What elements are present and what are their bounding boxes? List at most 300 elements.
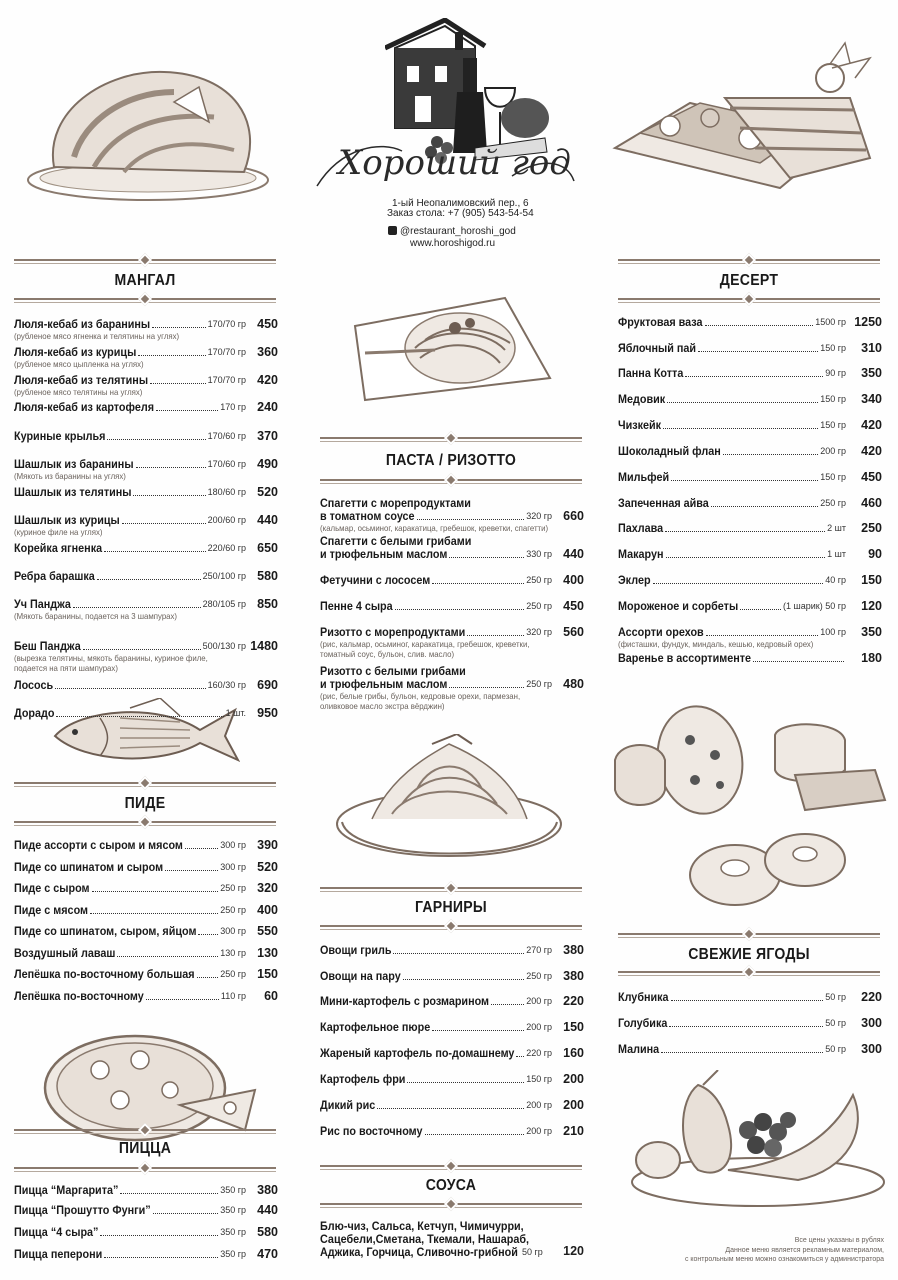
dot-leader xyxy=(667,402,818,403)
menu-item-weight: 1500 гр xyxy=(815,317,846,327)
menu-item-price: 450 xyxy=(257,317,278,331)
menu-item-weight: 150 гр xyxy=(820,394,846,404)
dot-leader xyxy=(146,999,219,1000)
menu-item-name: Беш Панджа xyxy=(14,639,81,653)
dot-leader xyxy=(449,557,524,558)
menu-item-name: Голубика xyxy=(618,1016,668,1030)
menu-item xyxy=(14,1247,278,1263)
menu-item-weight: 220/60 гр xyxy=(207,543,246,553)
menu-item-weight: 300 гр xyxy=(220,862,246,872)
menu-item-name-cont: и трюфельным маслом xyxy=(320,677,448,691)
website[interactable]: www.horoshigod.ru xyxy=(410,238,496,249)
menu-item-name: Малина xyxy=(618,1042,660,1056)
menu-item-weight: 350 гр xyxy=(220,1205,246,1215)
section-title-pasta: ПАСТА / РИЗОТТО xyxy=(385,452,517,469)
menu-item-weight: 170/60 гр xyxy=(207,459,246,469)
dot-leader xyxy=(122,523,206,524)
menu-item-weight: 200 гр xyxy=(526,1126,552,1136)
dot-leader xyxy=(83,649,201,650)
menu-item xyxy=(618,1016,882,1032)
dot-leader xyxy=(185,848,218,849)
bread-illustration xyxy=(24,62,272,204)
menu-item xyxy=(618,521,882,537)
menu-item-description: томатный соус, бульон, слив. масло) xyxy=(320,649,455,659)
menu-item-description: (Мякоть из баранины на углях) xyxy=(14,471,126,481)
menu-item-price: 390 xyxy=(257,838,278,852)
menu-item xyxy=(320,969,584,985)
menu-item-price: 850 xyxy=(257,597,278,611)
footer-note-1: Все цены указаны в рублях xyxy=(794,1237,884,1244)
menu-item-name: Медовик xyxy=(618,392,666,406)
dot-leader xyxy=(393,953,524,954)
dot-leader xyxy=(90,913,218,914)
divider xyxy=(618,293,880,305)
menu-item xyxy=(618,573,882,589)
menu-item-weight: 250 гр xyxy=(220,883,246,893)
sauces-line-3: Аджика, Горчица, Сливочно-грибной xyxy=(320,1245,518,1259)
menu-item-price: 90 xyxy=(868,547,882,561)
menu-item-weight: 170 гр xyxy=(220,402,246,412)
dot-leader xyxy=(705,325,814,326)
divider xyxy=(320,432,582,444)
menu-item-price: 180 xyxy=(861,651,882,665)
dot-leader xyxy=(669,1026,823,1027)
menu-item-price: 440 xyxy=(257,1203,278,1217)
fruit-bowl-illustration xyxy=(628,1070,890,1210)
menu-item xyxy=(320,1072,584,1088)
menu-item-weight: 200 гр xyxy=(820,446,846,456)
menu-item-description: (фисташки, фундук, миндаль, кешью, кедровый орех) xyxy=(618,639,814,649)
menu-item xyxy=(14,1183,278,1199)
menu-item xyxy=(618,651,882,667)
pastries-illustration xyxy=(610,700,895,920)
menu-item xyxy=(320,1098,584,1114)
menu-item xyxy=(320,1046,584,1062)
menu-item-price: 550 xyxy=(257,924,278,938)
dot-leader xyxy=(120,1193,218,1194)
menu-item-price: 580 xyxy=(257,569,278,583)
dot-leader xyxy=(395,609,525,610)
dot-leader xyxy=(55,688,206,689)
logo-swash xyxy=(312,136,582,196)
dot-leader xyxy=(153,1213,219,1214)
menu-item-price: 160 xyxy=(563,1046,584,1060)
menu-item-name: Фруктовая ваза xyxy=(618,315,703,329)
dot-leader xyxy=(516,1056,524,1057)
menu-item-weight: 320 гр xyxy=(526,511,552,521)
menu-item xyxy=(618,392,882,408)
menu-item-price: 130 xyxy=(257,946,278,960)
menu-item-name: Овощи гриль xyxy=(320,943,392,957)
menu-item-description: (куриное филе на углях) xyxy=(14,527,103,537)
menu-item-price: 300 xyxy=(861,1042,882,1056)
dot-leader xyxy=(425,1134,525,1135)
menu-item-price: 220 xyxy=(861,990,882,1004)
menu-item-price: 490 xyxy=(257,457,278,471)
divider xyxy=(14,1124,276,1136)
dot-leader xyxy=(150,383,206,384)
menu-item-name-cont: и трюфельным маслом xyxy=(320,547,448,561)
divider xyxy=(14,816,276,828)
menu-item-name: Эклер xyxy=(618,573,651,587)
menu-item-weight: 150 гр xyxy=(526,1074,552,1084)
menu-item-price: 300 xyxy=(861,1016,882,1030)
menu-item-name: Жареный картофель по-домашнему xyxy=(320,1046,515,1060)
menu-item-weight: 150 гр xyxy=(820,420,846,430)
menu-item-weight: 170/70 гр xyxy=(207,347,246,357)
dot-leader xyxy=(73,607,201,608)
dot-leader xyxy=(417,519,525,520)
menu-item-price: 150 xyxy=(257,967,278,981)
dot-leader xyxy=(92,891,219,892)
menu-item-name: Пицца “4 сыра” xyxy=(14,1225,99,1239)
menu-item-name: Панна Котта xyxy=(618,366,684,380)
menu-item-name: Пенне 4 сыра xyxy=(320,599,393,613)
menu-item-weight: 350 гр xyxy=(220,1185,246,1195)
menu-item-description: (рис, кальмар, осьминог, каракатица, гребешок, креветки, xyxy=(320,639,530,649)
menu-item-weight: 250 гр xyxy=(820,498,846,508)
menu-item-name: Пиде со шпинатом и сыром xyxy=(14,860,164,874)
menu-item-price: 380 xyxy=(563,943,584,957)
menu-item-weight: 160/30 гр xyxy=(207,680,246,690)
sauces-price: 120 xyxy=(563,1244,584,1258)
sauces-line-1: Блю-чиз, Сальса, Кетчуп, Чимичурри, xyxy=(320,1219,524,1233)
menu-item-name: Макарун xyxy=(618,547,664,561)
menu-item-weight: 50 гр xyxy=(825,1018,846,1028)
menu-item-name: Яблочный пай xyxy=(618,341,697,355)
menu-item-weight: (1 шарик) 50 гр xyxy=(783,601,846,611)
menu-item-weight: 1 шт. xyxy=(225,708,246,718)
menu-item-name: Ассорти орехов xyxy=(618,625,704,639)
section-title-sauces: СОУСА xyxy=(425,1177,477,1194)
menu-item-name: Люля-кебаб из баранины xyxy=(14,317,151,331)
menu-item-name: Картофель фри xyxy=(320,1072,406,1086)
menu-item-price: 240 xyxy=(257,400,278,414)
dot-leader xyxy=(104,1257,218,1258)
menu-item-weight: 220 гр xyxy=(526,1048,552,1058)
menu-item-weight: 40 гр xyxy=(825,575,846,585)
divider xyxy=(14,293,276,305)
menu-item-weight: 300 гр xyxy=(220,840,246,850)
menu-item-price: 350 xyxy=(861,625,882,639)
menu-item xyxy=(618,496,882,512)
menu-item-price: 60 xyxy=(264,989,278,1003)
menu-item-description: (рис, белые грибы, бульон, кедровые орехи, пармезан, xyxy=(320,691,521,701)
menu-item-price: 440 xyxy=(257,513,278,527)
pasta-plate-illustration xyxy=(345,288,555,413)
menu-item-weight: 170/60 гр xyxy=(207,431,246,441)
dot-leader xyxy=(661,1052,823,1053)
menu-item-weight: 280/105 гр xyxy=(202,599,246,609)
menu-item-price: 150 xyxy=(563,1020,584,1034)
menu-item xyxy=(14,678,278,694)
menu-item-name: Пицца “Прошутто Фунги” xyxy=(14,1203,151,1217)
divider xyxy=(320,882,582,894)
menu-item-price: 950 xyxy=(257,706,278,720)
menu-item-name: Воздушный лаваш xyxy=(14,946,116,960)
menu-item-weight: 50 гр xyxy=(825,992,846,1002)
menu-item-description: (кальмар, осьминог, каракатица, гребешок, креветки, спагетти) xyxy=(320,523,549,533)
dot-leader xyxy=(107,439,205,440)
menu-item-price: 520 xyxy=(257,485,278,499)
menu-item xyxy=(14,1225,278,1241)
menu-item-price: 460 xyxy=(861,496,882,510)
menu-item-price: 310 xyxy=(861,341,882,355)
dot-leader xyxy=(403,979,524,980)
menu-item-price: 210 xyxy=(563,1124,584,1138)
menu-item-weight: 2 шт xyxy=(827,523,846,533)
menu-item-price: 450 xyxy=(861,470,882,484)
cake-illustration xyxy=(610,38,898,213)
menu-item-price: 370 xyxy=(257,429,278,443)
menu-item-name: Ризотто с белыми грибами xyxy=(320,664,466,678)
menu-item-weight: 90 гр xyxy=(825,368,846,378)
menu-item-weight: 150 гр xyxy=(820,343,846,353)
menu-item-name: Спагетти с белыми грибами xyxy=(320,534,472,548)
menu-item-description: (рубленое мясо цыпленка на углях) xyxy=(14,359,144,369)
divider xyxy=(618,928,880,940)
menu-item-price: 1250 xyxy=(854,315,882,329)
menu-item-name: Мороженое и сорбеты xyxy=(618,599,739,613)
menu-item-price: 400 xyxy=(563,573,584,587)
menu-item-price: 690 xyxy=(257,678,278,692)
menu-item-name: Варенье в ассортименте xyxy=(618,651,752,665)
menu-item-name: Пиде со шпинатом, сыром, яйцом xyxy=(14,924,197,938)
section-title-berries: СВЕЖИЕ ЯГОДЫ xyxy=(688,946,810,963)
dot-leader xyxy=(117,956,218,957)
menu-item xyxy=(618,366,882,382)
menu-item xyxy=(320,1020,584,1036)
menu-item-price: 220 xyxy=(563,994,584,1008)
menu-item xyxy=(14,967,278,983)
section-title-mangal: МАНГАЛ xyxy=(114,272,176,289)
menu-item-weight: 270 гр xyxy=(526,945,552,955)
menu-item-name: Пиде с мясом xyxy=(14,903,89,917)
menu-item xyxy=(618,470,882,486)
footer-note-2: Данное меню является рекламным материалом, xyxy=(725,1247,884,1254)
menu-item-price: 200 xyxy=(563,1098,584,1112)
address: 1-ый Неопалимовский пер., 6 xyxy=(392,198,529,209)
menu-item-price: 520 xyxy=(257,860,278,874)
section-title-dessert: ДЕСЕРТ xyxy=(719,272,779,289)
menu-item xyxy=(320,599,584,615)
menu-item-name: Пиде с сыром xyxy=(14,881,90,895)
dot-leader xyxy=(449,687,524,688)
dot-leader xyxy=(698,351,818,352)
menu-item xyxy=(14,946,278,962)
menu-item xyxy=(618,341,882,357)
divider xyxy=(14,254,276,266)
menu-item xyxy=(618,418,882,434)
menu-item-weight: 180/60 гр xyxy=(207,487,246,497)
divider xyxy=(320,1160,582,1172)
menu-item-name: Мильфей xyxy=(618,470,670,484)
divider xyxy=(618,966,880,978)
menu-item-weight: 150 гр xyxy=(820,472,846,482)
dot-leader xyxy=(197,977,219,978)
menu-item-price: 420 xyxy=(861,444,882,458)
menu-item-name: Дорадо xyxy=(14,706,55,720)
menu-item xyxy=(14,1203,278,1219)
dot-leader xyxy=(671,1000,824,1001)
menu-item-name: Дикий рис xyxy=(320,1098,376,1112)
dot-leader xyxy=(653,583,824,584)
menu-item-name: Клубника xyxy=(618,990,669,1004)
divider xyxy=(320,1198,582,1210)
restaurant-name: Хороший год xyxy=(338,143,571,183)
menu-item-name: Картофельное пюре xyxy=(320,1020,431,1034)
menu-item xyxy=(14,569,278,585)
menu-item-name: Фетучини с лососем xyxy=(320,573,431,587)
menu-item-name: Люля-кебаб из картофеля xyxy=(14,400,155,414)
dot-leader xyxy=(753,661,844,662)
dot-leader xyxy=(97,579,201,580)
menu-item-description: (рубленое мясо ягненка и телятины на углях) xyxy=(14,331,180,341)
dot-leader xyxy=(685,376,823,377)
section-title-pide: ПИДЕ xyxy=(124,795,166,812)
dot-leader xyxy=(152,327,206,328)
dot-leader xyxy=(671,480,818,481)
dot-leader xyxy=(432,1030,524,1031)
menu-item-weight: 50 гр xyxy=(825,1044,846,1054)
menu-item-name: Ребра барашка xyxy=(14,569,95,583)
dot-leader xyxy=(407,1082,524,1083)
dot-leader xyxy=(104,551,206,552)
menu-item xyxy=(618,547,882,563)
menu-item xyxy=(320,547,584,563)
footer-note-3: с контрольным меню можно ознакомиться у администратора xyxy=(684,1256,884,1263)
menu-item xyxy=(320,573,584,589)
menu-item-weight: 250 гр xyxy=(526,971,552,981)
menu-item-weight: 330 гр xyxy=(526,549,552,559)
menu-item-description: подается на пяти шампурах) xyxy=(14,663,118,673)
menu-item-name: Шоколадный флан xyxy=(618,444,721,458)
menu-item-weight: 250 гр xyxy=(526,575,552,585)
phone: Заказ стола: +7 (905) 543-54-54 xyxy=(387,208,534,219)
menu-item xyxy=(320,994,584,1010)
menu-item-weight: 200 гр xyxy=(526,1100,552,1110)
menu-item-price: 440 xyxy=(563,547,584,561)
menu-item-price: 450 xyxy=(563,599,584,613)
menu-item-price: 360 xyxy=(257,345,278,359)
menu-item-name: Лепёшка по-восточному большая xyxy=(14,967,195,981)
menu-item-name: Запеченная айва xyxy=(618,496,709,510)
menu-item-weight: 250 гр xyxy=(526,601,552,611)
instagram-row[interactable] xyxy=(388,226,516,237)
section-title-garnish: ГАРНИРЫ xyxy=(415,899,487,916)
dot-leader xyxy=(56,716,223,717)
menu-item-weight: 300 гр xyxy=(220,926,246,936)
menu-item xyxy=(618,315,882,331)
menu-item-weight: 320 гр xyxy=(526,627,552,637)
sauces-weight: 50 гр xyxy=(522,1247,543,1257)
menu-item-price: 150 xyxy=(861,573,882,587)
dot-leader xyxy=(711,506,818,507)
menu-item-weight: 1 шт xyxy=(827,549,846,559)
menu-item-name: Шашлык из телятины xyxy=(14,485,132,499)
dot-leader xyxy=(491,1004,524,1005)
dot-leader xyxy=(723,454,818,455)
menu-item-weight: 250 гр xyxy=(220,969,246,979)
menu-item xyxy=(14,903,278,919)
menu-item-description: оливковое масло экстра вёрджин) xyxy=(320,701,445,711)
menu-item-price: 1480 xyxy=(250,639,278,653)
menu-item-weight: 170/70 гр xyxy=(207,319,246,329)
menu-item-weight: 130 гр xyxy=(220,948,246,958)
menu-item-name: Лосось xyxy=(14,678,54,692)
dot-leader xyxy=(198,934,218,935)
dot-leader xyxy=(740,609,781,610)
menu-item xyxy=(320,1124,584,1140)
menu-item-name: Спагетти с морепродуктами xyxy=(320,496,471,510)
menu-item-price: 470 xyxy=(257,1247,278,1261)
menu-item-weight: 500/130 гр xyxy=(202,641,246,651)
menu-item-weight: 250 гр xyxy=(526,679,552,689)
menu-item xyxy=(14,429,278,445)
menu-item-name: Люля-кебаб из курицы xyxy=(14,345,137,359)
menu-item xyxy=(618,1042,882,1058)
menu-item-name: Пахлава xyxy=(618,521,664,535)
menu-item-price: 120 xyxy=(861,599,882,613)
menu-item xyxy=(14,706,278,722)
menu-item xyxy=(618,599,882,615)
menu-item-price: 420 xyxy=(257,373,278,387)
menu-item xyxy=(14,485,278,501)
section-title-pizza: ПИЦЦА xyxy=(118,1140,172,1157)
menu-item-weight: 350 гр xyxy=(220,1227,246,1237)
dot-leader xyxy=(165,870,218,871)
menu-item-name: Лепёшка по-восточному xyxy=(14,989,144,1003)
menu-item-name: Уч Панджа xyxy=(14,597,71,611)
menu-item-name: Куриные крылья xyxy=(14,429,106,443)
dot-leader xyxy=(377,1108,524,1109)
menu-item-name: Шашлык из курицы xyxy=(14,513,120,527)
menu-item-weight: 200 гр xyxy=(526,996,552,1006)
menu-item-price: 480 xyxy=(563,677,584,691)
divider xyxy=(618,254,880,266)
menu-item-weight: 350 гр xyxy=(220,1249,246,1259)
dot-leader xyxy=(666,557,826,558)
instagram-icon xyxy=(388,226,397,235)
menu-item xyxy=(14,989,278,1005)
menu-item-price: 400 xyxy=(257,903,278,917)
dot-leader xyxy=(665,531,825,532)
menu-item-name: Корейка ягненка xyxy=(14,541,103,555)
menu-item-price: 660 xyxy=(563,509,584,523)
menu-item-description: (Мякоть баранины, подается на 3 шампурах) xyxy=(14,611,178,621)
menu-item xyxy=(320,943,584,959)
menu-item-name: Пиде ассорти с сыром и мясом xyxy=(14,838,183,852)
menu-item-description: (вырезка телятины, мякоть баранины, куриное филе, xyxy=(14,653,208,663)
menu-item xyxy=(14,400,278,416)
menu-item-name-cont: в томатном соусе xyxy=(320,509,415,523)
divider xyxy=(320,920,582,932)
menu-item-price: 420 xyxy=(861,418,882,432)
divider xyxy=(320,474,582,486)
menu-item-price: 650 xyxy=(257,541,278,555)
menu-item-price: 580 xyxy=(257,1225,278,1239)
divider xyxy=(14,777,276,789)
menu-item-price: 340 xyxy=(861,392,882,406)
menu-item xyxy=(618,444,882,460)
sauces-line-2: Сацебели,Сметана, Ткемали, Нашараб, xyxy=(320,1232,529,1246)
dot-leader xyxy=(432,583,524,584)
spaghetti-bowl-illustration xyxy=(332,734,566,872)
menu-item-name: Чизкейк xyxy=(618,418,662,432)
menu-item-price: 380 xyxy=(257,1183,278,1197)
menu-item-weight: 200/60 гр xyxy=(207,515,246,525)
menu-item xyxy=(14,924,278,940)
